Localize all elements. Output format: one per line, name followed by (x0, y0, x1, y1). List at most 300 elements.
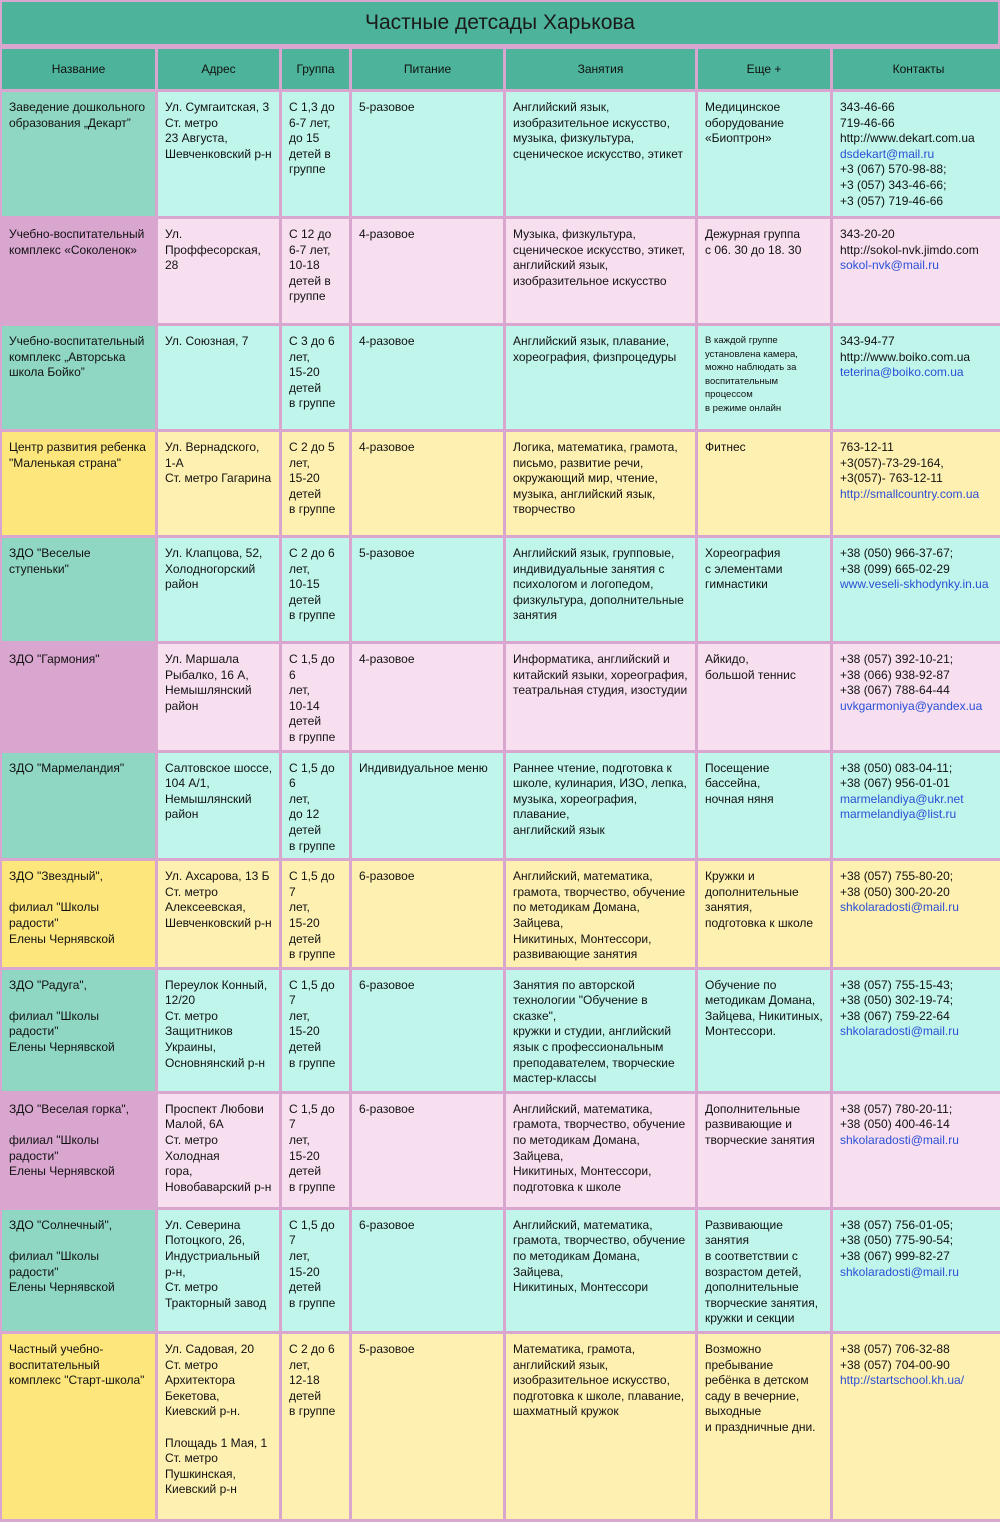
name-line: Елены Чернявской (9, 1280, 115, 1295)
classes-line: занятия (513, 608, 557, 623)
food-line: 6-разовое (359, 869, 415, 884)
classes-line: кружки и студии, английский (513, 1024, 672, 1039)
cell-food (352, 753, 503, 859)
address-line: Ст. метро (165, 1280, 218, 1295)
name-line (9, 1117, 149, 1133)
name-line: Елены Чернявской (9, 1040, 115, 1055)
cell-address (158, 92, 279, 216)
address-line: Переулок Конный, (165, 977, 268, 992)
table-row (2, 970, 1000, 1091)
extra-line: можно наблюдать за (705, 362, 797, 373)
contacts-line: +38 (050) 966-37-67; (840, 546, 954, 560)
classes-line: Раннее чтение, подготовка к (513, 760, 672, 775)
classes-line: физкультура, дополнительные (513, 592, 684, 607)
header-group: Группа (282, 49, 349, 89)
address-line: Архитектора (165, 1373, 236, 1388)
cell-classes (506, 219, 695, 323)
group-line: детей (289, 1040, 322, 1055)
address-line: Немышлянский (165, 791, 252, 806)
cell-address (158, 1094, 279, 1207)
extra-line: возрастом детей, (705, 1264, 802, 1279)
cell-extra (698, 538, 830, 641)
classes-line: психологом и логопедом, (513, 577, 654, 592)
cell-contacts (833, 1210, 1000, 1331)
address-line: Шевченковский р-н (165, 915, 272, 930)
group-line: С 2 до 5 (289, 440, 335, 454)
cell-name (2, 92, 155, 216)
cell-name (2, 644, 155, 750)
address-line: Площадь 1 Мая, 1 (165, 1435, 268, 1450)
cell-address (158, 753, 279, 859)
extra-line: процессом (705, 389, 753, 400)
cell-contacts (833, 861, 1000, 967)
cell-address (158, 1210, 279, 1331)
contacts-line: +3(057)- 763-12-11 (840, 471, 943, 486)
address-line: район (165, 807, 199, 822)
name-line: ЗДО "Звездный", (9, 869, 103, 884)
group-line: лет, (289, 455, 310, 470)
group-line: до 15 (289, 131, 320, 146)
group-line: в группе (289, 838, 336, 853)
group-line: лет, (289, 791, 310, 806)
contact-link[interactable]: dsdekart@mail.ru (840, 146, 935, 161)
name-line: школа Бойко” (9, 365, 85, 380)
cell-food (352, 1334, 503, 1519)
classes-line: письмо, развитие речи, (513, 455, 644, 470)
classes-line: развивающие занятия (513, 947, 638, 962)
cell-contacts (833, 538, 1000, 641)
name-line: комплекс „Авторська (9, 349, 126, 364)
extra-line: дополнительные (705, 884, 799, 899)
classes-line: Музыка, физкультура, (513, 227, 636, 241)
cell-food (352, 970, 503, 1091)
classes-line: Английский, математика, (513, 1217, 653, 1232)
cell-classes (506, 861, 695, 967)
group-line: детей (289, 1388, 322, 1403)
extra-line: занятия, (705, 900, 753, 915)
contacts-line: +38 (057) 780-20-11; (840, 1101, 953, 1116)
extra-line: в соответствии с (705, 1249, 798, 1264)
extra-line: Монтессори. (705, 1024, 776, 1039)
classes-line: по методикам Домана, Зайцева, (513, 1133, 640, 1163)
address-line: Ст. метро (165, 884, 218, 899)
contacts-line: +3 (067) 570-98-88; (840, 162, 947, 177)
group-line: 15-20 (289, 365, 320, 380)
extra-line: пребывание (705, 1357, 774, 1372)
cell-food (352, 326, 503, 429)
classes-line: творчество (513, 502, 576, 517)
name-line (9, 1233, 149, 1249)
extra-line: ночная няня (705, 791, 774, 806)
classes-line: изобразительное искусство (513, 273, 667, 288)
contacts-line: +38 (057) 392-10-21; (840, 652, 954, 666)
group-line: группе (289, 289, 326, 304)
group-line: лет, (289, 1249, 310, 1264)
classes-line: Никитиных, Монтессори (513, 1280, 649, 1295)
cell-name (2, 970, 155, 1091)
extra-line: Обучение по (705, 977, 777, 992)
address-line: Ул. Проффесорская, (165, 227, 261, 257)
address-line: Холодногорский (165, 561, 256, 576)
contacts-line: http://sokol-nvk.jimdo.com (840, 242, 979, 257)
contacts-line: +38 (067) 999-82-27 (840, 1249, 950, 1264)
cell-address (158, 1334, 279, 1519)
cell-group (282, 753, 349, 859)
classes-line: Английский язык, (513, 100, 610, 114)
name-line: ЗДО "Солнечный", (9, 1217, 113, 1232)
extra-line: Хореография (705, 546, 781, 560)
classes-line: по методикам Домана, Зайцева, (513, 900, 640, 930)
extra-line: Возможно (705, 1342, 762, 1356)
address-line: Ул. Северина (165, 1217, 241, 1232)
cell-address (158, 432, 279, 535)
kindergarten-table (0, 46, 1000, 1522)
group-line: в группе (289, 1055, 336, 1070)
table-body (2, 92, 1000, 1519)
address-line: Алексеевская, (165, 900, 246, 915)
address-line: Ул. Маршала (165, 652, 239, 666)
extra-line: в режиме онлайн (705, 402, 782, 414)
name-line: филиал "Школы радости" (9, 900, 99, 930)
contact-link[interactable]: http://smallcountry.com.ua (840, 486, 980, 501)
cell-group (282, 970, 349, 1091)
address-line: 1-А (165, 455, 184, 470)
cell-extra (698, 753, 830, 859)
address-line: Бекетова, (165, 1388, 220, 1403)
classes-line: по методикам Домана, Зайцева, (513, 1249, 640, 1279)
contacts-line: +38 (057) 756-01-05; (840, 1217, 954, 1232)
cell-classes (506, 1210, 695, 1331)
classes-line: школе, кулинария, ИЗО, лепка, (513, 776, 687, 791)
cell-contacts (833, 644, 1000, 750)
contact-link[interactable]: www.veseli-skhodynky.in.ua (840, 577, 989, 592)
contact-link[interactable]: teterina@boiko.com.ua (840, 365, 964, 380)
group-line: детей (289, 714, 322, 729)
cell-contacts (833, 326, 1000, 429)
address-line: Проспект Любови (165, 1101, 264, 1116)
contact-link[interactable]: marmelandiya@ukr.net (840, 791, 964, 806)
extra-line: подготовка к школе (705, 915, 814, 930)
address-line: Потоцкого, 26, (165, 1233, 246, 1248)
cell-extra (698, 432, 830, 535)
address-line: Малой, 6А (165, 1117, 224, 1132)
address-line: Ст. метро (165, 1008, 218, 1023)
cell-classes (506, 1334, 695, 1519)
address-line: Немышлянский (165, 683, 252, 698)
name-line: образования „Декарт” (9, 115, 131, 130)
address-line: Пушкинская, (165, 1466, 236, 1481)
classes-line: подготовка к школе (513, 1179, 622, 1194)
cell-extra (698, 644, 830, 750)
address-line: Киевский р-н (165, 1482, 237, 1497)
cell-extra (698, 1210, 830, 1331)
address-line: Украины, (165, 1040, 216, 1055)
food-line: Индивидуальное меню (359, 760, 488, 775)
cell-name (2, 538, 155, 641)
group-line: в группе (289, 1295, 336, 1310)
group-line: С 1,5 до 7 (289, 1101, 335, 1132)
contacts-line: +38 (057) 704-00-90 (840, 1357, 950, 1372)
cell-name (2, 1334, 155, 1519)
address-line: Ст. метро (165, 1451, 218, 1466)
name-line: Учебно-воспитательный (9, 227, 145, 241)
group-line: С 1,5 до 6 (289, 760, 335, 791)
classes-line: подготовка к школе, плавание, (513, 1388, 685, 1403)
group-line: 15-20 (289, 1148, 320, 1163)
group-line: детей (289, 1280, 322, 1295)
classes-line: английский язык (513, 822, 605, 837)
name-line: филиал "Школы радости" (9, 1008, 99, 1039)
cell-group (282, 219, 349, 323)
extra-line: воспитательным (705, 375, 779, 387)
group-line: лет, (289, 1357, 310, 1372)
contacts-line: +38 (050) 775-90-54; (840, 1233, 954, 1248)
extra-line: Фитнес (705, 440, 746, 454)
address-line: Ст. метро (165, 1357, 218, 1372)
food-line: 4-разовое (359, 227, 415, 241)
cell-group (282, 92, 349, 216)
group-line: 15-20 (289, 471, 320, 486)
name-line: ЗДО "Радуга", (9, 977, 87, 992)
group-line: группе (289, 162, 326, 177)
cell-food (352, 644, 503, 750)
group-line: лет, (289, 1133, 310, 1148)
cell-extra (698, 1334, 830, 1519)
extra-line: Посещение бассейна, (705, 760, 770, 791)
table-row (2, 219, 1000, 323)
contacts-line: +38 (099) 665-02-29 (840, 561, 950, 576)
address-line: Тракторный завод (165, 1295, 267, 1310)
cell-food (352, 92, 503, 216)
cell-name (2, 753, 155, 859)
classes-line: Логика, математика, грамота, (513, 440, 678, 454)
cell-group (282, 1210, 349, 1331)
name-line: Елены Чернявской (9, 931, 115, 946)
classes-line: музыка, английский язык, (513, 486, 656, 501)
name-line: ЗДО "Мармеландия" (9, 760, 125, 775)
contacts-line: +38 (050) 300-20-20 (840, 884, 950, 899)
cell-extra (698, 1094, 830, 1207)
contact-link[interactable]: marmelandiya@list.ru (840, 807, 957, 822)
contact-link[interactable]: shkolaradosti@mail.ru (840, 900, 959, 915)
extra-line: с элементами (705, 561, 783, 576)
group-line: детей в (289, 146, 331, 161)
contacts-line: +38 (067) 956-01-01 (840, 776, 950, 791)
contacts-line: +38 (066) 938-92-87 (840, 667, 950, 682)
name-line: ЗДО "Веселые ступеньки" (9, 546, 91, 576)
classes-line: музыка, хореография, плавание, (513, 791, 638, 822)
table-header-row (2, 49, 1000, 89)
extra-line: Зайцева, Никитиных, (705, 1008, 823, 1023)
address-line: р-н, (165, 1264, 186, 1279)
contact-link[interactable]: shkolaradosti@mail.ru (840, 1264, 959, 1279)
address-line: Основнянский р-н (165, 1055, 266, 1070)
extra-line: творческие занятия, (705, 1295, 819, 1310)
cell-address (158, 861, 279, 967)
cell-group (282, 861, 349, 967)
classes-line: театральная студия, изостудии (513, 683, 688, 698)
cell-classes (506, 644, 695, 750)
classes-line: английский язык, (513, 258, 609, 273)
group-line: лет, (289, 1008, 310, 1023)
extra-line: Кружки и (705, 869, 755, 884)
header-extra: Еще + (698, 49, 830, 89)
address-line: район (165, 698, 199, 713)
cell-food (352, 538, 503, 641)
extra-line: Айкидо, (705, 652, 749, 666)
contacts-line: +38 (050) 400-46-14 (840, 1117, 950, 1132)
classes-line: Английский, математика, (513, 869, 653, 884)
classes-line: мастер-классы (513, 1071, 597, 1086)
group-line: 15-20 (289, 1264, 320, 1279)
table-row (2, 753, 1000, 859)
name-line (9, 993, 149, 1009)
classes-line: английский язык, (513, 1357, 609, 1372)
group-line: лет, (289, 900, 310, 915)
address-line: Киевский р-н. (165, 1404, 241, 1419)
classes-line: окружающий мир, чтение, (513, 471, 658, 486)
table-row (2, 432, 1000, 535)
extra-line: выходные (705, 1404, 762, 1419)
cell-food (352, 1210, 503, 1331)
name-line: ЗДО "Веселая горка", (9, 1101, 130, 1116)
cell-food (352, 861, 503, 967)
contacts-line: +38 (050) 083-04-11; (840, 760, 953, 775)
cell-classes (506, 432, 695, 535)
address-line: Ул. Ахсарова, 13 Б (165, 869, 270, 884)
extra-line: Развивающие занятия (705, 1217, 783, 1248)
address-line: 104 А/1, (165, 776, 210, 791)
header-contacts: Контакты (833, 49, 1000, 89)
food-line: 5-разовое (359, 546, 415, 560)
extra-line: большой теннис (705, 667, 796, 682)
address-line: район (165, 577, 199, 592)
group-line: детей (289, 486, 322, 501)
contacts-line: 343-46-66 (840, 100, 895, 114)
group-line: в группе (289, 502, 336, 517)
classes-line: музыка, физкультура, (513, 131, 635, 146)
address-line: Ул. Вернадского, (165, 440, 260, 454)
name-line: комплекс "Старт-школа" (9, 1373, 145, 1388)
classes-line: Никитиных, Монтессори, (513, 931, 652, 946)
food-line: 5-разовое (359, 100, 415, 114)
cell-extra (698, 861, 830, 967)
header-name: Название (2, 49, 155, 89)
contacts-line: +3(057)-73-29-164, (840, 455, 944, 470)
address-line: Ст. метро Холодная (165, 1133, 220, 1163)
contacts-line: +3 (057) 343-46-66; (840, 177, 947, 192)
group-line: детей (289, 931, 322, 946)
group-line: С 12 до (289, 227, 332, 241)
cell-classes (506, 92, 695, 216)
group-line: лет, (289, 683, 310, 698)
name-line: "Маленькая страна" (9, 455, 122, 470)
extra-line: Медицинское (705, 100, 781, 114)
cell-group (282, 432, 349, 535)
classes-line: Никитиных, Монтессори, (513, 1164, 652, 1179)
contacts-line: +38 (057) 755-15-43; (840, 977, 954, 992)
food-line: 4-разовое (359, 334, 415, 348)
contact-link[interactable]: uvkgarmoniya@yandex.ua (840, 698, 983, 713)
group-line: 15-20 (289, 915, 320, 930)
contact-link[interactable]: http://startschool.kh.ua/ (840, 1373, 965, 1388)
cell-name (2, 1210, 155, 1331)
header-address: Адрес (158, 49, 279, 89)
group-line: детей (289, 592, 322, 607)
address-line: 12/20 (165, 993, 196, 1008)
cell-group (282, 1094, 349, 1207)
contacts-line: +38 (050) 302-19-74; (840, 993, 954, 1008)
extra-line: кружки и секции (705, 1311, 795, 1326)
extra-line: ребёнка в детском (705, 1373, 809, 1388)
cell-contacts (833, 1334, 1000, 1519)
group-line: С 1,3 до (289, 100, 335, 114)
cell-contacts (833, 753, 1000, 859)
classes-line: грамота, творчество, обучение (513, 1233, 686, 1248)
cell-address (158, 326, 279, 429)
cell-classes (506, 538, 695, 641)
classes-line: китайский языки, хореография, (513, 667, 688, 682)
cell-name (2, 219, 155, 323)
extra-line: и праздничные дни. (705, 1419, 816, 1434)
group-line: С 2 до 6 (289, 1342, 335, 1356)
extra-line: В каждой группе (705, 335, 778, 346)
cell-contacts (833, 92, 1000, 216)
classes-line: технологии "Обучение в сказке", (513, 993, 648, 1023)
group-line: в группе (289, 608, 336, 623)
group-line: в группе (289, 1179, 336, 1194)
classes-line: Английский язык, плавание, (513, 334, 670, 348)
contacts-line: +38 (067) 759-22-64 (840, 1008, 950, 1023)
name-line: комплекс «Соколенок» (9, 242, 137, 257)
extra-line: установлена камера, (705, 348, 798, 360)
contact-link[interactable]: shkolaradosti@mail.ru (840, 1024, 959, 1039)
name-line: воспитательный (9, 1357, 100, 1372)
cell-group (282, 326, 349, 429)
classes-line: Математика, грамота, (513, 1342, 636, 1356)
extra-line: дополнительные (705, 1280, 799, 1295)
cell-name (2, 326, 155, 429)
group-line: 10-18 (289, 258, 320, 273)
food-line: 6-разовое (359, 977, 415, 992)
name-line: Учебно-воспитательный (9, 334, 145, 348)
address-line: 28 (165, 258, 179, 273)
cell-address (158, 538, 279, 641)
classes-line: сценическое искусство, этикет, (513, 242, 685, 257)
contacts-line: 343-20-20 (840, 227, 895, 241)
cell-name (2, 432, 155, 535)
extra-line: Дежурная группа (705, 227, 801, 241)
address-line: Шевченковский р-н (165, 146, 272, 161)
food-line: 6-разовое (359, 1217, 415, 1232)
cell-food (352, 1094, 503, 1207)
cell-address (158, 219, 279, 323)
cell-group (282, 644, 349, 750)
group-line: до 12 (289, 807, 320, 822)
table-row (2, 1334, 1000, 1519)
address-line: Новобаварский р-н (165, 1179, 272, 1194)
contact-link[interactable]: shkolaradosti@mail.ru (840, 1133, 959, 1148)
header-food: Питание (352, 49, 503, 89)
group-line: С 1,5 до 7 (289, 1217, 335, 1248)
contacts-line: 343-94-77 (840, 334, 895, 348)
classes-line: язык с профессиональным (513, 1040, 664, 1055)
contacts-line: 763-12-11 (840, 440, 894, 454)
address-line: Индустриальный (165, 1249, 260, 1264)
address-line: Ст. метро (165, 115, 218, 130)
contact-link[interactable]: sokol-nvk@mail.ru (840, 258, 939, 273)
extra-line: творческие занятия (705, 1133, 815, 1148)
